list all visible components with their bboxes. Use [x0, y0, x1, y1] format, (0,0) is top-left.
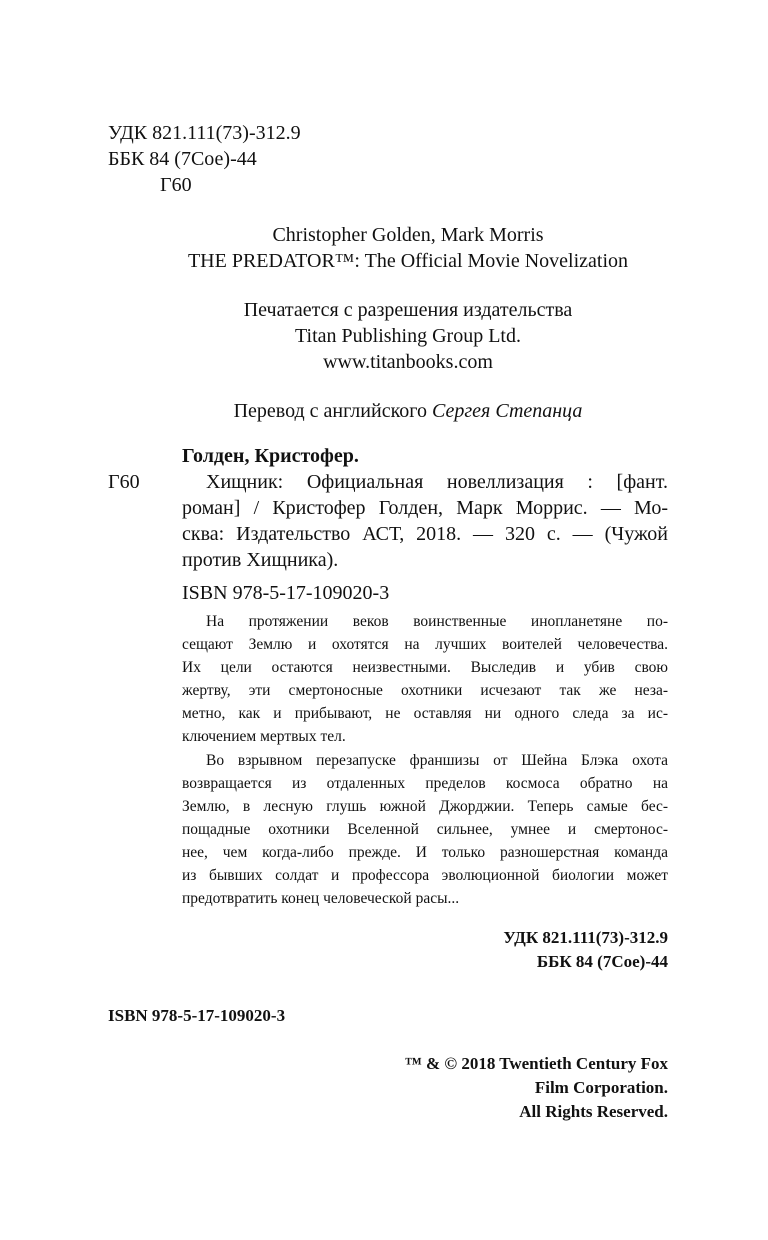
bbk-code: ББК 84 (7Сое)-44 [108, 148, 257, 170]
catalog-line-2: роман] / Кристофер Голден, Марк Моррис. — Мо- [182, 497, 668, 519]
annotation-p1-line-3: Их цели остаются неизвестными. Выследив и убив свою [182, 659, 668, 676]
annotation-p1-line-2: сещают Землю и охотятся на лучших воителей человечества. [182, 636, 668, 653]
translation-credit [108, 398, 708, 424]
annotation-p1-line-4: жертву, эти смертоносные охотники исчезают так же неза- [182, 682, 668, 699]
catalog-heading: Голден, Кристофер. [182, 445, 359, 467]
bbk-code-bold: ББК 84 (7Сое)-44 [536, 952, 668, 971]
annotation-p2-line-3: Землю, в лесную глушь южной Джорджии. Теперь самые бес- [182, 798, 668, 815]
permission-line-2: Titan Publishing Group Ltd. [295, 325, 521, 347]
copyright-line-3: All Rights Reserved. [519, 1102, 668, 1121]
annotation-p1-line-1: На протяжении веков воинственные инопланетяне по- [206, 613, 668, 630]
annotation-p2-line-6: из бывших солдат и профессора эволюционной биологии может [182, 867, 668, 884]
annotation-p2-line-2: возвращается из отдаленных пределов космоса обратно на [182, 775, 668, 792]
catalog-isbn: ISBN 978-5-17-109020-3 [182, 582, 390, 604]
translation-prefix: Перевод с английского [233, 400, 427, 422]
annotation-p2-line-4: пощадные охотники Вселенной сильнее, умнее и смертонос- [182, 821, 668, 838]
annotation-p2-line-7: предотвратить конец человеческой расы... [182, 890, 460, 907]
catalog-line-1: Хищник: Официальная новеллизация : [фант. [206, 471, 668, 493]
annotation-p2-line-5: нее, чем когда-либо прежде. И только разношерстная команда [182, 844, 668, 861]
annotation-p1-line-6: ключением мертвых тел. [182, 728, 346, 745]
isbn-bold: ISBN 978-5-17-109020-3 [108, 1006, 286, 1025]
catalog-line-4: против Хищника). [182, 549, 339, 571]
original-title: THE PREDATOR™: The Official Movie Novelization [187, 250, 629, 272]
annotation-p1-line-5: метно, как и прибывают, не оставляя ни одного следа за ис- [182, 705, 668, 722]
catalog-line-3: сква: Издательство АСТ, 2018. — 320 с. — (Чужой [182, 523, 668, 545]
copyright-line-2: Film Corporation. [534, 1078, 668, 1097]
catalog-author-mark: Г60 [108, 471, 140, 493]
author-mark: Г60 [160, 174, 192, 196]
udk-code-bold: УДК 821.111(73)-312.9 [503, 928, 668, 947]
udk-code: УДК 821.111(73)-312.9 [108, 122, 301, 144]
original-authors: Christopher Golden, Mark Morris [272, 224, 544, 246]
annotation-p2-line-1: Во взрывном перезапуске франшизы от Шейна Блэка охота [206, 752, 668, 769]
permission-line-3: www.titanbooks.com [323, 351, 493, 373]
translator-name: Сергея Степанца [431, 400, 583, 422]
permission-line-1: Печатается с разрешения издательства [243, 299, 573, 321]
copyright-line-1: ™ & © 2018 Twentieth Century Fox [404, 1054, 668, 1073]
